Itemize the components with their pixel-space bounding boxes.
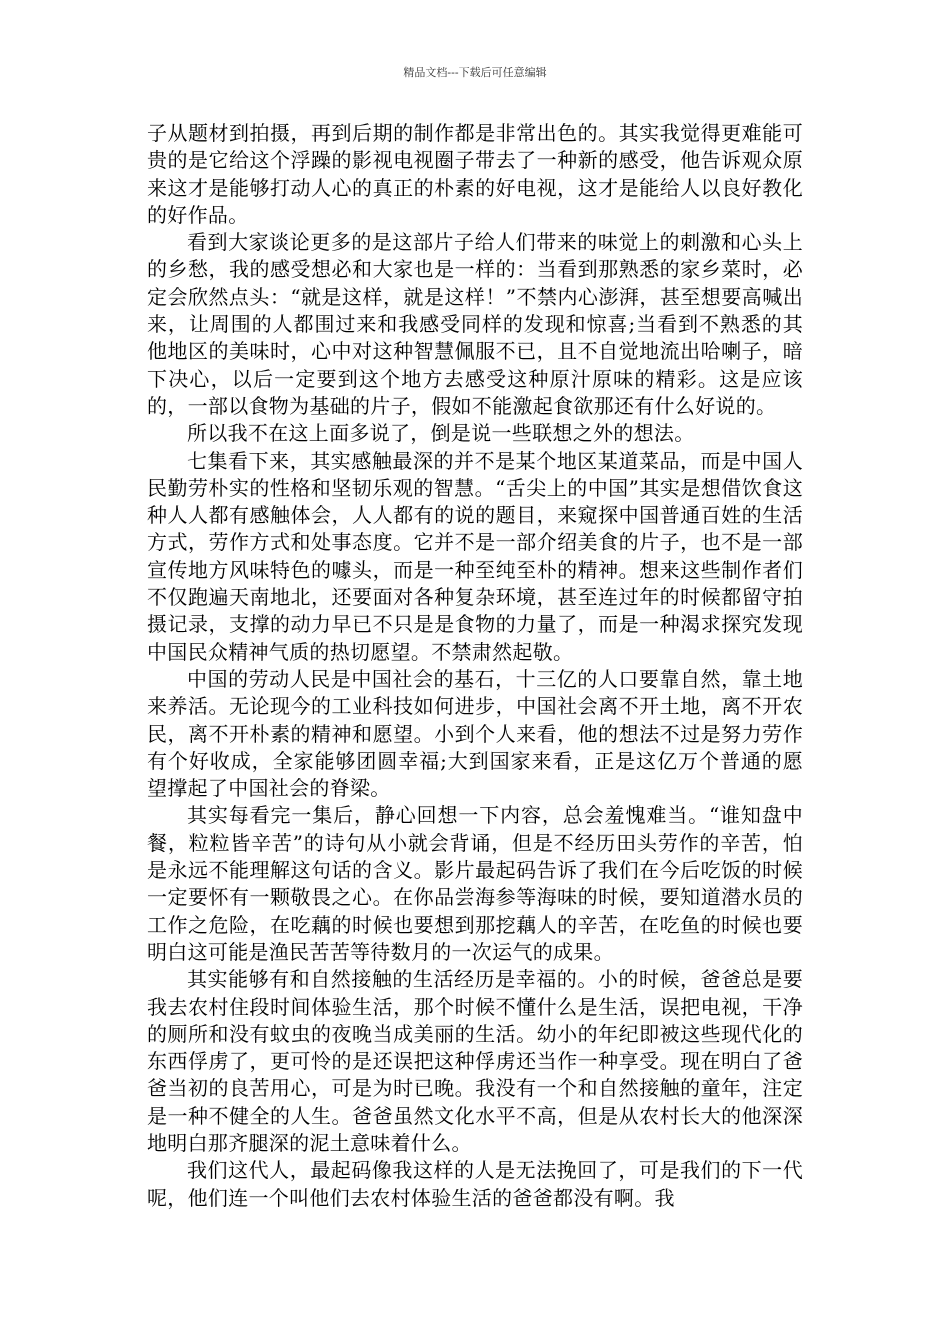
paragraph-3: 所以我不在这上面多说了，倒是说一些联想之外的想法。 — [187, 421, 695, 446]
document-body — [147, 120, 803, 1212]
paragraph-5: 中国的劳动人民是中国社会的基石，十三亿的人口要靠自然，靠土地来养活。无论现今的工业科技如何进步，中国社会离不开土地，离不开农民，离不开朴素的精神和愿望。小到个人来看，他的想法不过是努力劳作有个好收成，全家能够团圆幸福;大到国家来看，正是这亿万个普通的愿望撑起了中国社会的脊梁。 — [147, 666, 803, 801]
paragraph-8: 我们这代人，最起码像我这样的人是无法挽回了，可是我们的下一代呢，他们连一个叫他们去农村体验生活的爸爸都没有啊。我 — [147, 1158, 803, 1210]
paragraph-7: 其实能够有和自然接触的生活经历是幸福的。小的时候，爸爸总是要我去农村住段时间体验生活，那个时候不懂什么是生活，误把电视，干净的厕所和没有蚊虫的夜晚当成美丽的生活。幼小的年纪即被这些现代化的东西俘虏了，更可怜的是还误把这种俘虏还当作一种享受。现在明白了爸爸当初的良苦用心，可是为时已晚。我没有一个和自然接触的童年，注定是一种不健全的人生。爸爸虽然文化水平不高，但是从农村长大的他深深地明白那齐腿深的泥土意味着什么。 — [147, 967, 803, 1155]
paragraph-1: 子从题材到拍摄，再到后期的制作都是非常出色的。其实我觉得更难能可贵的是它给这个浮躁的影视电视圈子带去了一种新的感受，他告诉观众原来这才是能够打动人心的真正的朴素的好电视，这才是能给人以良好教化的好作品。 — [147, 121, 803, 227]
paragraph-2: 看到大家谈论更多的是这部片子给人们带来的味觉上的刺激和心头上的乡愁，我的感受想必和大家也是一样的：当看到那熟悉的家乡菜时，必定会欣然点头：“就是这样，就是这样！”不禁内心澎湃，甚至想要高喊出来，让周围的人都围过来和我感受同样的发现和惊喜;当看到不熟悉的其他地区的美味时，心中对这种智慧佩服不已，且不自觉地流出哈喇子，暗下决心，以后一定要到这个地方去感受这种原汁原味的精彩。这是应该的，一部以食物为基础的片子，假如不能激起食欲那还有什么好说的。 — [147, 230, 803, 418]
page-header: 精品文档---下载后可任意编辑 — [403, 66, 547, 79]
paragraph-6: 其实每看完一集后，静心回想一下内容，总会羞愧难当。“谁知盘中餐，粒粒皆辛苦”的诗句从小就会背诵，但是不经历田头劳作的辛苦，怕是永远不能理解这句话的含义。影片最起码告诉了我们在今后吃饭的时候一定要怀有一颗敬畏之心。在你品尝海参等海味的时候，要知道潜水员的工作之危险，在吃藕的时候也要想到那挖藕人的辛苦，在吃鱼的时候也要明白这可能是渔民苦苦等待数月的一次运气的成果。 — [147, 803, 803, 964]
paragraph-4: 七集看下来，其实感触最深的并不是某个地区某道菜品，而是中国人民勤劳朴实的性格和坚韧乐观的智慧。“舌尖上的中国”其实是想借饮食这种人人都有感触体会，人人都有的说的题目，来窥探中国普通百姓的生活方式，劳作方式和处事态度。它并不是一部介绍美食的片子，也不是一部宣传地方风味特色的噱头，而是一种至纯至朴的精神。想来这些制作者们不仅跑遍天南地北，还要面对各种复杂环境，甚至连过年的时候都留守拍摄记录，支撑的动力早已不只是是食物的力量了，而是一种渴求探究发现中国民众精神气质的热切愿望。不禁肃然起敬。 — [147, 448, 803, 664]
